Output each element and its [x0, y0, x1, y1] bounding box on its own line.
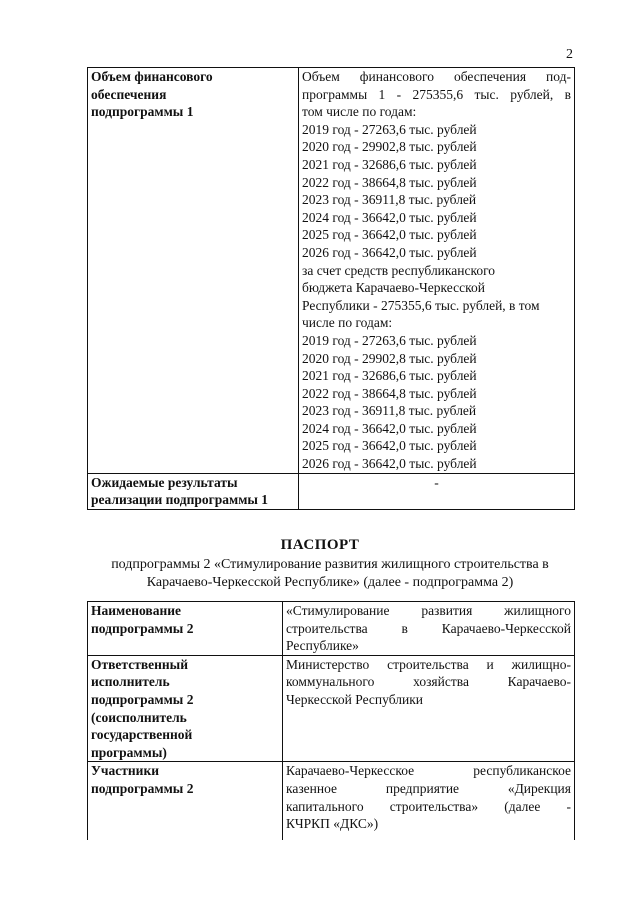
label-line: Участники: [91, 763, 160, 779]
text-line: строительства в Карачаево-Черкесской: [286, 620, 571, 636]
text-line: коммунального хозяйства Карачаево-: [286, 674, 571, 690]
text-line: 2022 год - 38664,8 тыс. рублей: [302, 174, 477, 190]
label-line: обеспечения: [91, 86, 167, 102]
table-row: [88, 655, 575, 762]
participants-label: [88, 762, 283, 841]
table-row: [88, 68, 575, 474]
text-line: Республики - 275355,6 тыс. рублей, в том: [302, 297, 540, 313]
passport-subtitle: [80, 556, 580, 592]
label-line: Наименование: [91, 603, 181, 618]
label-line: Ожидаемые результаты: [91, 474, 238, 490]
label-line: реализации подпрограммы 1: [91, 492, 269, 508]
text-line: за счет средств республиканского: [302, 262, 496, 278]
text-line: 2021 год - 32686,6 тыс. рублей: [302, 156, 477, 172]
text-line: 2023 год - 36911,8 тыс. рублей: [302, 403, 477, 419]
executor-label: [88, 655, 283, 762]
text-line: 2022 год - 38664,8 тыс. рублей: [302, 385, 477, 401]
label-line: (соисполнитель: [91, 709, 187, 725]
financing-table: [87, 67, 575, 510]
text-line: том числе по годам:: [302, 104, 417, 120]
passport-title: ПАСПОРТ: [280, 537, 360, 553]
text-line: 2024 год - 36642,0 тыс. рублей: [302, 420, 477, 436]
text-line: Объем финансового обеспечения под-: [302, 69, 571, 84]
text-line: числе по годам:: [302, 315, 393, 331]
text-line: программы 1 - 275355,6 тыс. рублей, в: [302, 86, 571, 102]
table-row: [88, 762, 575, 841]
label-line: подпрограммы 1: [91, 104, 194, 120]
text-line: Республике»: [286, 638, 359, 654]
label-line: Ответственный: [91, 656, 188, 672]
text-line: капитального строительства» (далее -: [286, 798, 571, 814]
name-label: [88, 602, 283, 656]
financing-label: [88, 68, 299, 474]
text-line: 2024 год - 36642,0 тыс. рублей: [302, 209, 477, 225]
subtitle-line: подпрограммы 2 «Стимулирование развития жилищного строительства в: [111, 557, 549, 572]
financing-text: [299, 68, 575, 474]
text-line: 2021 год - 32686,6 тыс. рублей: [302, 368, 477, 384]
text-line: 2020 год - 29902,8 тыс. рублей: [302, 350, 477, 366]
table-row: [88, 602, 575, 656]
text-line: 2020 год - 29902,8 тыс. рублей: [302, 139, 477, 155]
text-line: 2025 год - 36642,0 тыс. рублей: [302, 227, 477, 243]
label-line: подпрограммы 2: [91, 620, 194, 636]
label-line: программы): [91, 744, 167, 760]
label-line: исполнитель: [91, 674, 170, 690]
results-label: [88, 473, 299, 509]
text-line: КЧРКП «ДКС»): [286, 816, 379, 832]
text-line: «Стимулирование развития жилищного: [286, 603, 571, 618]
text-line: 2025 год - 36642,0 тыс. рублей: [302, 438, 477, 454]
text-line: Министерство строительства и жилищно-: [286, 656, 571, 672]
text-line: 2026 год - 36642,0 тыс. рублей: [302, 244, 477, 260]
results-value: -: [299, 473, 575, 509]
text-line: Черкесской Республики: [286, 691, 423, 707]
passport-table: [87, 601, 575, 840]
text-line: 2023 год - 36911,8 тыс. рублей: [302, 192, 477, 208]
text-line: 2019 год - 27263,6 тыс. рублей: [302, 121, 477, 137]
text-line: бюджета Карачаево-Черкесской: [302, 280, 485, 296]
subtitle-line: Карачаево-Черкесской Республике» (далее - подпрограмма 2): [146, 575, 514, 590]
page-number: 2: [566, 47, 573, 62]
executor-text: [283, 655, 575, 762]
table-row: [88, 473, 575, 509]
label-line: подпрограммы 2: [91, 691, 194, 707]
text-line: казенное предприятие «Дирекция: [286, 780, 571, 796]
text-line: Карачаево-Черкесское республиканское: [286, 763, 571, 779]
label-line: Объем финансового: [91, 69, 213, 84]
label-line: государственной: [91, 727, 193, 743]
label-line: подпрограммы 2: [91, 780, 194, 796]
name-text: [283, 602, 575, 656]
text-line: 2026 год - 36642,0 тыс. рублей: [302, 456, 477, 472]
participants-text: [283, 762, 575, 841]
text-line: 2019 год - 27263,6 тыс. рублей: [302, 332, 477, 348]
